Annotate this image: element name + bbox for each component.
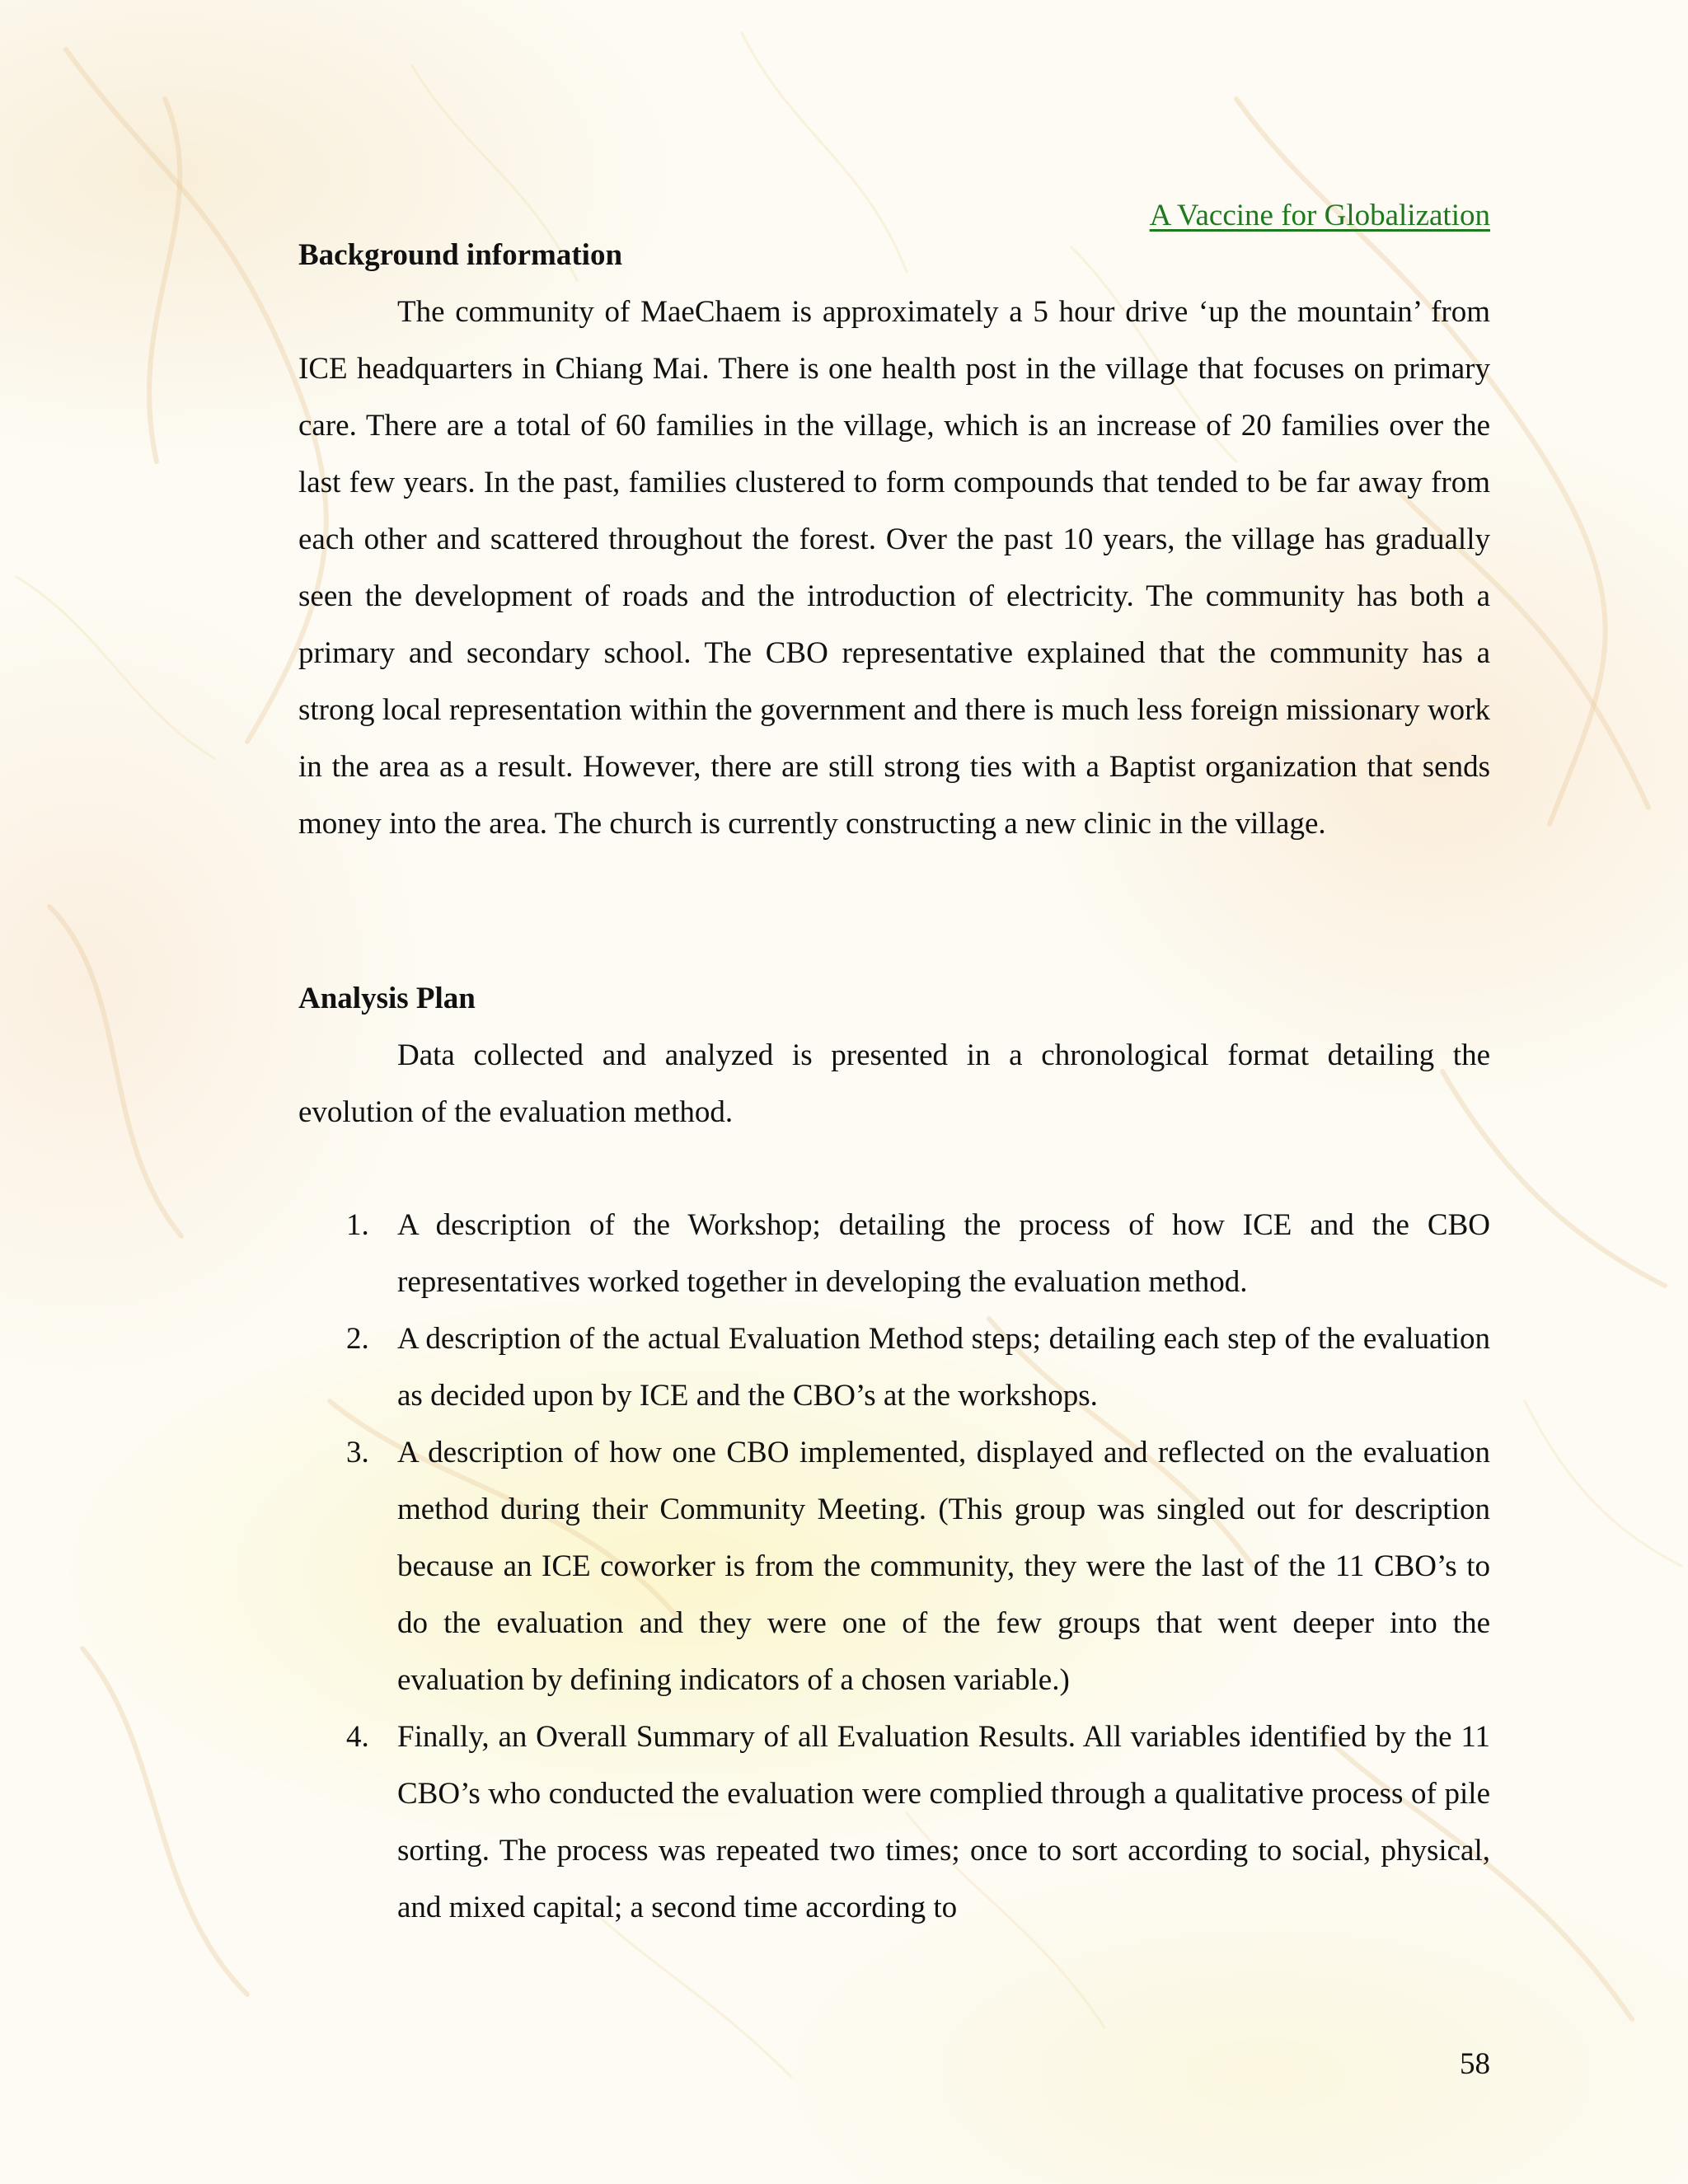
list-item-text: A description of the Workshop; detailing the process of how ICE and the CBO representatives worked together in developing the evaluation method. [397, 1208, 1490, 1299]
background-paragraph: The community of MaeChaem is approximately a 5 hour drive ‘up the mountain’ from ICE headquarters in Chiang Mai. There is one health post in the village that focuses on primary care. There are a total of 60 families in the village, which is an increase of 20 families over the last few years. In the past, families clustered to form compounds that tended to be far away from each other and scattered throughout the forest. Over the past 10 years, the village has gradually seen the development of roads and the introduction of electricity. The community has both a primary and secondary school. The CBO representative explained that the community has a strong local representation within the government and there is much less foreign missionary work in the area as a result. However, there are still strong ties with a Baptist organization that sends money into the area. The church is currently constructing a new clinic in the village. [298, 295, 1490, 841]
list-item-number: 4. [346, 1720, 369, 1754]
analysis-plan-section [298, 981, 1490, 1141]
analysis-plan-list [298, 1197, 1490, 1936]
background-section [298, 237, 1490, 852]
analysis-plan-paragraph: Data collected and analyzed is presented in a chronological format detailing the evolution of the evaluation method. [298, 1038, 1490, 1129]
list-item-text: A description of the actual Evaluation Method steps; detailing each step of the evaluation as decided upon by ICE and the CBO’s at the workshops. [397, 1322, 1490, 1413]
list-item-number: 2. [346, 1322, 369, 1356]
list-item-text: Finally, an Overall Summary of all Evaluation Results. All variables identified by the 11 CBO’s who conducted the evaluation were complied through a qualitative process of pile sorting. The process was repeated two times; once to sort according to social, physical, and mixed capital; a second time according to [397, 1720, 1490, 1924]
list-item-number: 3. [346, 1436, 369, 1469]
list-item [298, 1197, 1490, 1310]
list-item [298, 1708, 1490, 1936]
list-item-text: A description of how one CBO implemented, displayed and reflected on the evaluation method during their Community Meeting. (This group was singled out for description because an ICE coworker is from the community, they were the last of the 11 CBO’s to do the evaluation and they were one of the few groups that went deeper into the evaluation by defining indicators of a chosen variable.) [397, 1436, 1490, 1697]
section-heading-analysis-plan: Analysis Plan [298, 982, 476, 1015]
list-item [298, 1310, 1490, 1424]
section-heading-background: Background information [298, 238, 623, 272]
list-item [298, 1424, 1490, 1708]
page-number: 58 [1460, 2047, 1490, 2081]
running-head: A Vaccine for Globalization [1149, 199, 1490, 232]
list-item-number: 1. [346, 1208, 369, 1242]
